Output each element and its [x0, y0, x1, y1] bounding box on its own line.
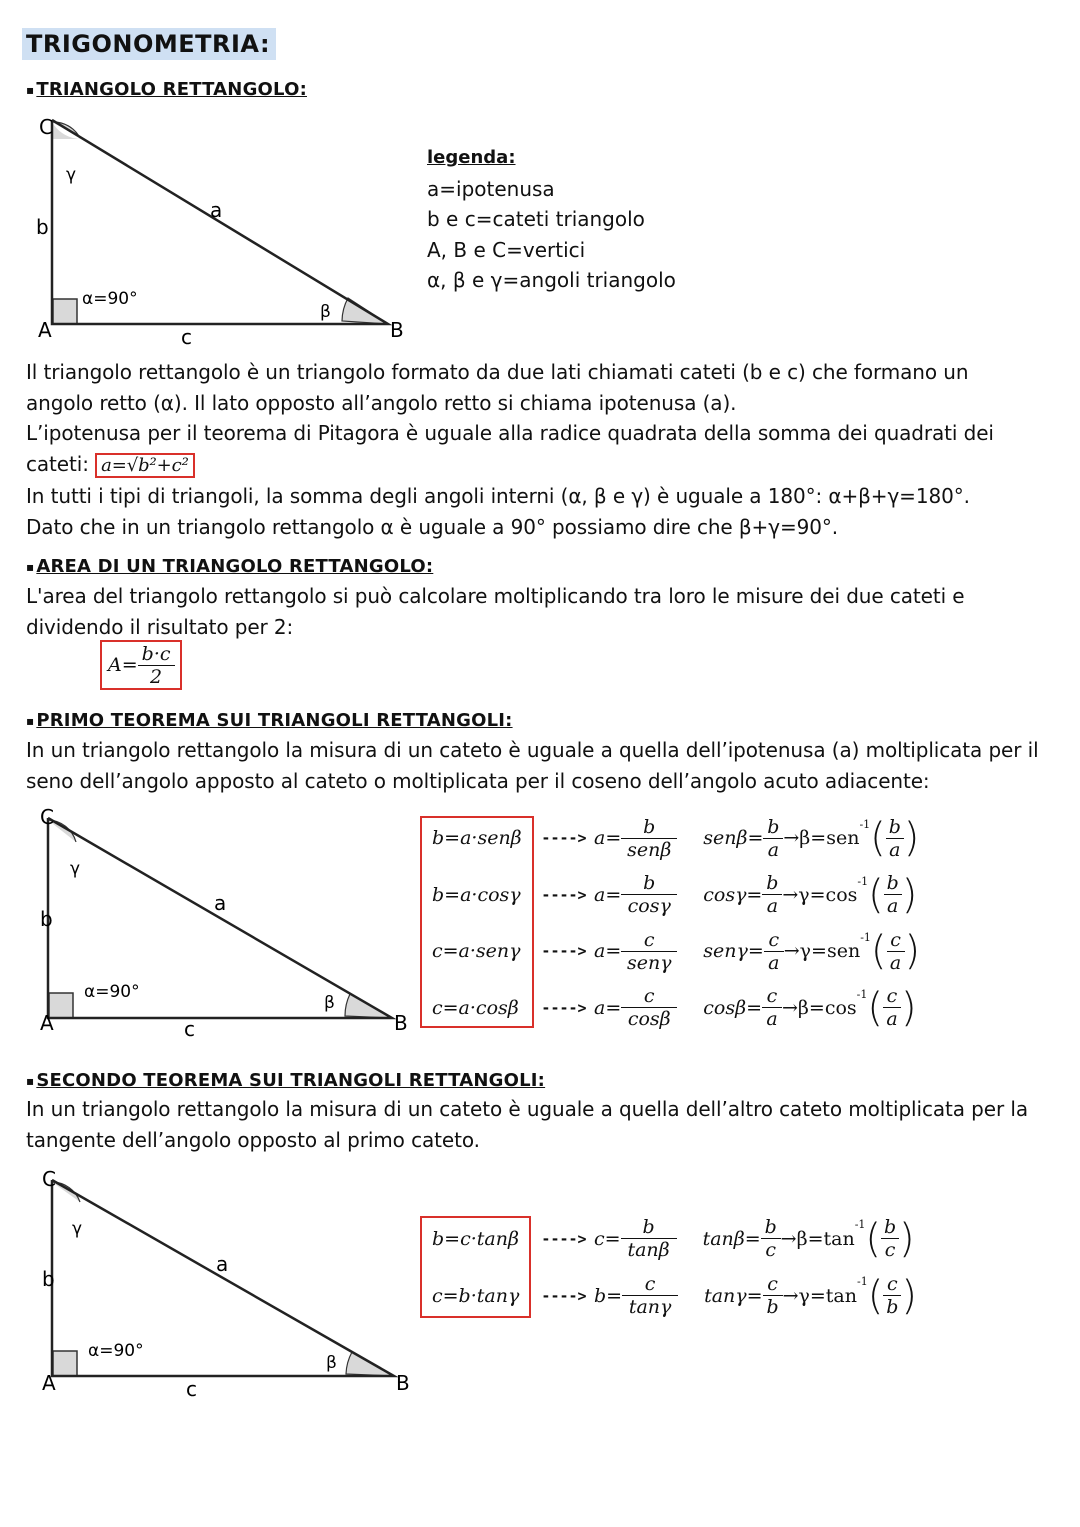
fraction-denominator: b [886, 1296, 899, 1318]
left-paren: ( [870, 928, 887, 975]
fraction-numerator: b [621, 816, 677, 839]
fraction-denominator: a [889, 951, 902, 974]
vertex-b-label: B [394, 1011, 408, 1035]
vertex-b-label: B [396, 1371, 410, 1395]
vertex-c-label: C [40, 806, 54, 829]
paren-fraction [884, 872, 902, 917]
right-paren: ) [901, 1272, 917, 1319]
side-a-label: a [216, 1252, 229, 1276]
paragraph-line [26, 449, 1056, 482]
inverse-lhs: tanγ= [704, 1284, 763, 1307]
paragraph-line: In un triangolo rettangolo la misura di un cateto è uguale a quella dell’ipotenusa (a) moltiplicata per il [26, 738, 1039, 762]
fraction-numerator: b [884, 872, 902, 895]
vertex-b-label: B [390, 318, 404, 342]
side-b-label: b [40, 907, 53, 931]
fraction-numerator: c [763, 1273, 783, 1296]
pythagoras-formula: a=√b²+c² [95, 453, 195, 478]
inverse-fraction [762, 985, 782, 1030]
right-paren: ) [901, 871, 918, 918]
paragraph-line: tangente dell’angolo opposto al primo cateto. [26, 1127, 480, 1152]
legend-item: a=ipotenusa [427, 176, 555, 201]
paren-fraction [883, 1273, 901, 1318]
fraction-denominator: a [886, 1008, 898, 1031]
side-c-label: c [186, 1377, 197, 1401]
paragraph-line: L'area del triangolo rettangolo si può calcolare moltiplicando tra loro le misure dei due cateti e [26, 584, 965, 608]
fraction-denominator: senβ [627, 838, 672, 861]
paragraph-line: Dato che in un triangolo rettangolo α è uguale a 90° possiamo dire che β+γ=90°. [26, 514, 839, 539]
formula-row [420, 1267, 940, 1324]
area-fraction-denominator: 2 [150, 665, 163, 688]
paragraph-text: cateti: [26, 451, 89, 476]
fraction-numerator: c [622, 1273, 678, 1296]
angle-alpha-label: α=90° [82, 289, 138, 309]
fraction-denominator: c [884, 1239, 896, 1261]
section-heading-area: ▪ AREA DI UN TRIANGOLO RETTANGOLO: [26, 556, 433, 577]
fraction-denominator: c [765, 1239, 776, 1261]
second-theorem-paragraph [26, 1094, 1056, 1155]
angle-beta-label: β [324, 993, 335, 1013]
inverse-lhs: tanβ= [702, 1227, 761, 1250]
arrow-icon: ----> [541, 885, 587, 904]
fraction-denominator: tanγ [628, 1296, 672, 1318]
area-fraction [138, 643, 175, 688]
inverse-fraction [761, 1216, 781, 1261]
vertex-c-label: C [42, 1167, 56, 1191]
fraction-numerator: b [881, 1216, 899, 1239]
inverse-lhs: senγ= [703, 940, 764, 963]
formula-lhs: a= [594, 883, 622, 906]
inverse-exponent: -1 [859, 818, 871, 831]
angle-beta-label: β [326, 1353, 337, 1373]
boxed-formula: c=a·cosβ [432, 996, 519, 1019]
section-heading-right-triangle: ▪ TRIANGOLO RETTANGOLO: [26, 79, 307, 100]
vertex-a-label: A [38, 318, 52, 342]
arrow-icon: ----> [541, 1286, 587, 1305]
fraction-numerator: c [764, 929, 784, 952]
side-b-label: b [36, 215, 49, 239]
left-paren: ( [868, 871, 884, 918]
formula-row [420, 1210, 940, 1267]
fraction-numerator: b [886, 816, 904, 839]
angle-beta-label: β [320, 302, 331, 322]
inverse-exponent: -1 [860, 931, 871, 944]
inverse-lhs: cosγ= [703, 883, 763, 906]
inverse-lhs: senβ= [703, 827, 764, 850]
inverse-function: →γ=cos [782, 883, 858, 906]
boxed-formula: b=a·cosγ [432, 883, 521, 906]
section-heading-second-theorem: ▪ SECONDO TEOREMA SUI TRIANGOLI RETTANGOLI: [26, 1070, 545, 1091]
left-paren: ( [867, 984, 883, 1031]
fraction-numerator: c [762, 985, 782, 1008]
formula-row [420, 923, 940, 980]
paren-fraction [886, 816, 904, 861]
fraction-denominator: cosβ [627, 1008, 671, 1031]
inverse-fraction [763, 1273, 783, 1318]
boxed-formula: c=a·senγ [432, 940, 521, 963]
angle-gamma-label: γ [70, 859, 81, 879]
inverse-exponent: -1 [854, 1218, 866, 1231]
left-paren: ( [867, 1272, 884, 1319]
formula-fraction [621, 985, 677, 1030]
area-paragraph [26, 581, 1056, 642]
side-c-label: c [184, 1017, 195, 1041]
side-b-label: b [42, 1267, 55, 1291]
paragraph-line: In tutti i tipi di triangoli, la somma degli angoli interni (α, β e γ) è uguale a 180°: α+β+γ=180°. [26, 484, 970, 508]
area-fraction-numerator: b·c [138, 643, 175, 666]
angle-gamma-label: γ [66, 165, 77, 185]
fraction-denominator: a [767, 838, 780, 861]
legend [427, 143, 676, 296]
formula-row [420, 810, 940, 867]
paragraph-line: seno dell’angolo apposto al cateto o moltiplicata per il coseno dell’angolo acuto adiacente: [26, 768, 930, 793]
formula-fraction [621, 816, 677, 861]
paragraph-line: L’ipotenusa per il teorema di Pitagora è uguale alla radice quadrata della somma dei quadrati dei [26, 421, 994, 445]
fraction-numerator: c [621, 929, 677, 952]
first-theorem-paragraph [26, 735, 1056, 796]
inverse-exponent: -1 [856, 1275, 868, 1288]
fraction-numerator: c [887, 929, 905, 952]
fraction-numerator: c [883, 1273, 901, 1296]
right-paren: ) [900, 984, 917, 1031]
arrow-icon: ----> [541, 998, 587, 1017]
inverse-exponent: -1 [857, 874, 869, 888]
inverse-function: →β=sen [783, 827, 860, 850]
angle-alpha-label: α=90° [84, 982, 140, 1002]
inverse-fraction [762, 872, 782, 917]
formula-lhs: a= [594, 996, 622, 1019]
fraction-numerator: c [883, 985, 901, 1008]
right-paren: ) [899, 1215, 915, 1262]
formula-fraction [622, 1273, 678, 1318]
right-paren: ) [904, 928, 921, 975]
side-c-label: c [181, 325, 192, 347]
formula-row [420, 980, 940, 1037]
angle-gamma-label: γ [72, 1219, 83, 1239]
paragraph-line: angolo retto (α). Il lato opposto all’angolo retto si chiama ipotenusa (a). [26, 390, 737, 415]
formula-row [420, 867, 940, 924]
fraction-numerator: b [621, 1216, 677, 1239]
angle-alpha-label: α=90° [88, 1341, 144, 1361]
fraction-numerator: b [761, 1216, 781, 1239]
left-paren: ( [870, 815, 886, 862]
paren-fraction [881, 1216, 899, 1261]
area-formula [100, 640, 182, 690]
formula-fraction [621, 872, 677, 917]
inverse-lhs: cosβ= [703, 996, 762, 1019]
legend-item: A, B e C=vertici [427, 237, 586, 262]
formula-fraction [621, 1216, 677, 1261]
formula-lhs: c= [594, 1227, 621, 1250]
paragraph-line: In un triangolo rettangolo la misura di un cateto è uguale a quella dell’altro cateto moltiplicata per la [26, 1097, 1028, 1121]
formula-fraction [621, 929, 677, 974]
left-paren: ( [865, 1215, 882, 1262]
fraction-denominator: cosγ [627, 895, 671, 918]
fraction-numerator: c [621, 985, 677, 1008]
fraction-denominator: b [766, 1296, 779, 1318]
fraction-numerator: b [762, 872, 782, 895]
fraction-denominator: a [766, 895, 779, 918]
paren-fraction [883, 985, 901, 1030]
inverse-fraction [764, 929, 784, 974]
side-a-label: a [214, 891, 227, 915]
section-heading-first-theorem: ▪ PRIMO TEOREMA SUI TRIANGOLI RETTANGOLI: [26, 710, 513, 731]
arrow-icon: ----> [541, 829, 587, 848]
inverse-function: →γ=sen [783, 940, 861, 963]
right-triangle-diagram-3 [30, 1166, 420, 1401]
fraction-denominator: a [889, 838, 901, 861]
area-formula-lhs: A= [108, 654, 138, 676]
legend-title: legenda: [427, 147, 516, 168]
boxed-formula: b=a·senβ [432, 827, 522, 850]
boxed-formula: b=c·tanβ [432, 1227, 519, 1250]
inverse-exponent: -1 [856, 987, 868, 1001]
right-triangle-paragraph [26, 357, 1056, 542]
paren-fraction [887, 929, 905, 974]
fraction-denominator: a [766, 1008, 778, 1031]
inverse-function: →β=cos [782, 996, 857, 1019]
boxed-formula: c=b·tanγ [432, 1284, 520, 1307]
formula-lhs: b= [594, 1284, 623, 1307]
fraction-denominator: senγ [626, 951, 672, 974]
inverse-fraction [763, 816, 783, 861]
arrow-icon: ----> [541, 1229, 587, 1248]
fraction-numerator: b [621, 872, 677, 895]
vertex-a-label: A [42, 1371, 56, 1395]
legend-item: α, β e γ=angoli triangolo [427, 268, 676, 292]
vertex-a-label: A [40, 1011, 54, 1035]
right-paren: ) [903, 815, 920, 862]
paragraph-line: dividendo il risultato per 2: [26, 614, 294, 639]
inverse-function: →β=tan [780, 1227, 855, 1250]
fraction-denominator: tanβ [627, 1239, 670, 1261]
side-a-label: a [210, 198, 223, 222]
legend-item: b e c=cateti triangolo [427, 207, 645, 231]
arrow-icon: ----> [541, 942, 587, 961]
formula-lhs: a= [594, 940, 622, 963]
vertex-c-label: C [39, 115, 53, 139]
fraction-numerator: b [763, 816, 783, 839]
page-title: TRIGONOMETRIA: [22, 28, 276, 60]
paragraph-line: Il triangolo rettangolo è un triangolo formato da due lati chiamati cateti (b e c) che formano un [26, 360, 969, 384]
right-triangle-diagram-2 [30, 806, 420, 1041]
inverse-function: →γ=tan [782, 1284, 857, 1307]
right-triangle-diagram-1 [30, 112, 420, 347]
formula-lhs: a= [594, 827, 622, 850]
fraction-denominator: a [887, 895, 899, 918]
fraction-denominator: a [768, 951, 780, 974]
